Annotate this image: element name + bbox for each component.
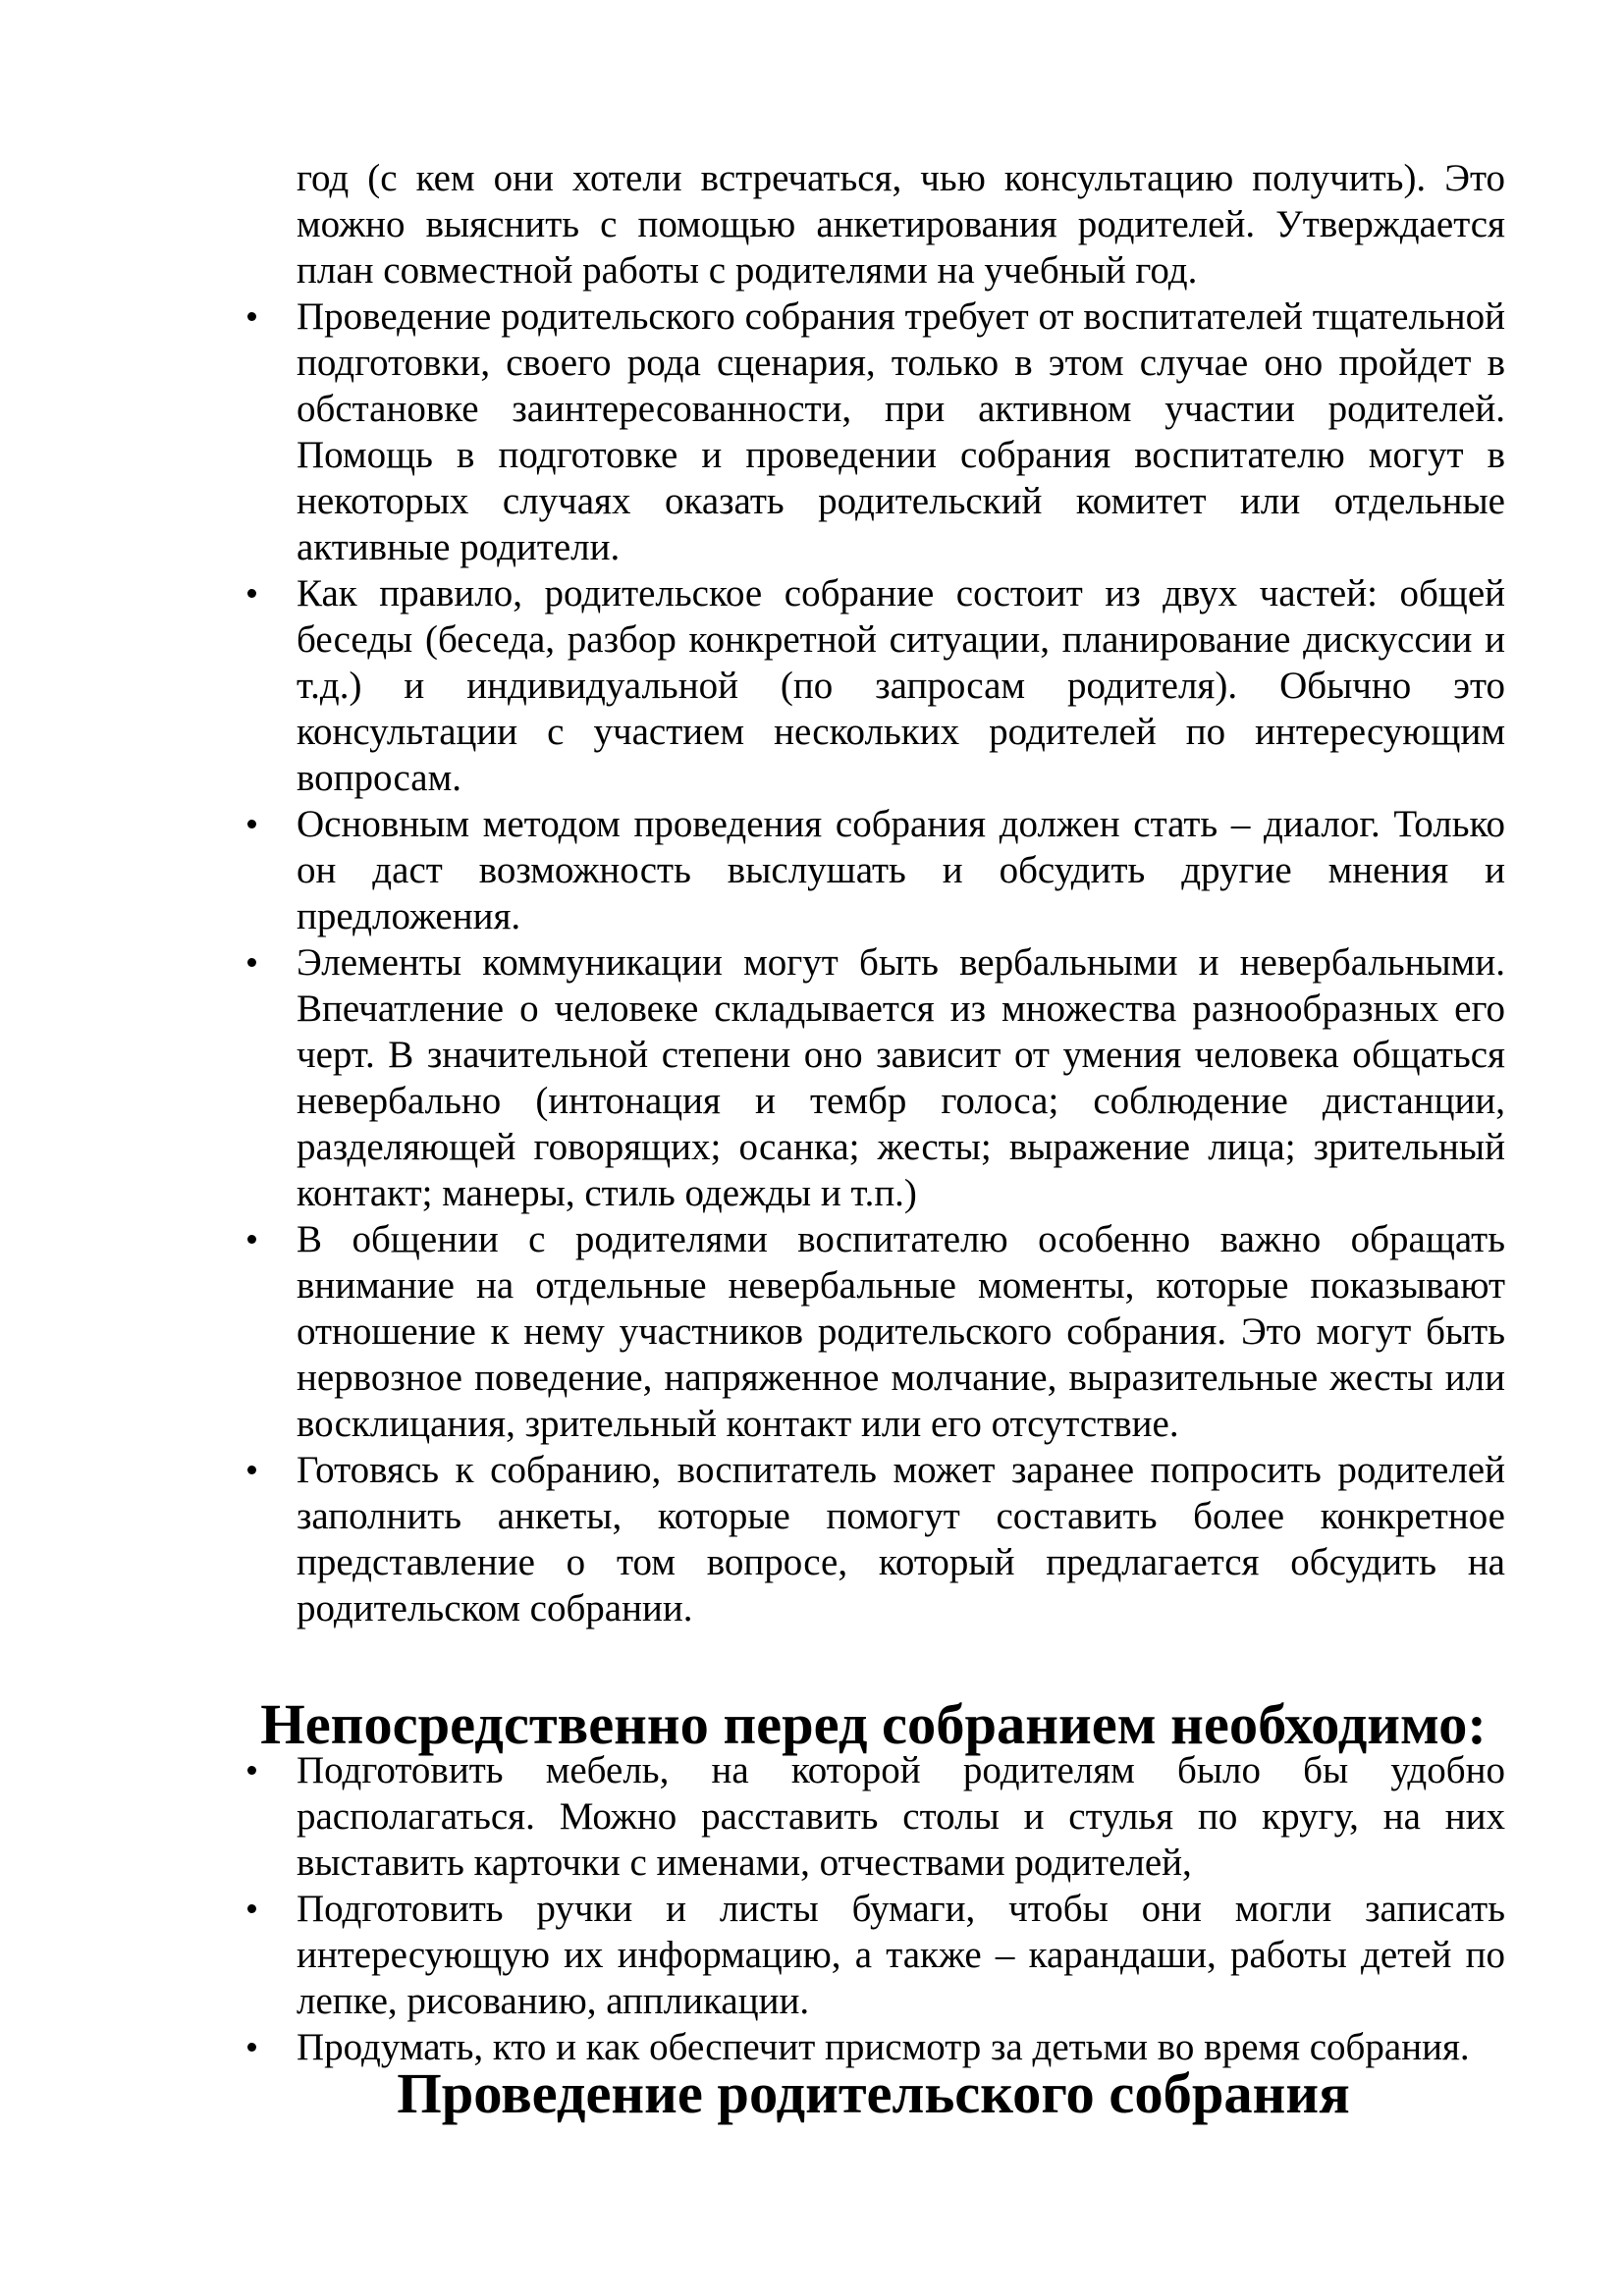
list-item (242, 1886, 1505, 2024)
list-item (242, 294, 1505, 570)
list-item (242, 2024, 1505, 2070)
list-item-text: Подготовить мебель, на которой родителям было бы удобно располагаться. Можно расставить столы и стулья по кругу, на них выставить карточки с именами, отчествами родителей, (297, 1749, 1505, 1884)
section-heading: Непосредственно перед собранием необходимо: (260, 1692, 1487, 1756)
continuation-paragraph: год (с кем они хотели встречаться, чью консультацию получить). Это можно выяснить с помощью анкетирования родителей. Утверждается план совместной работы с родителями на учебный год. (297, 157, 1505, 292)
list-item-text: Готовясь к собранию, воспитатель может заранее попросить родителей заполнить анкеты, которые помогут составить более конкретное представление о том вопросе, который предлагается обсудить на родительском собрании. (297, 1449, 1505, 1629)
bullet-icon (247, 1886, 267, 1932)
list-item-text: Как правило, родительское собрание состоит из двух частей: общей беседы (беседа, разбор конкретной ситуации, планирование дискуссии и т.д.) и индивидуальной (по запросам родителя). Обычно это консультации с участием нескольких родителей по интересующим вопросам. (297, 572, 1505, 799)
list-item (242, 1216, 1505, 1447)
list-item-text: Проведение родительского собрания требует от воспитателей тщательной подготовки, своего рода сценария, только в этом случае оно пройдет в обстановке заинтересованности, при активном участии родителей. Помощь в подготовке и проведении собрания воспитателю могут в некоторых случаях оказать родительский комитет или отдельные активные родители. (297, 295, 1505, 568)
list-item (242, 1747, 1505, 1886)
bullet-icon (247, 570, 267, 616)
list-item (242, 801, 1505, 939)
list-item-text: Подготовить ручки и листы бумаги, чтобы они могли записать интересующую их информацию, а также – карандаши, работы детей по лепке, рисованию, аппликации. (297, 1888, 1505, 2022)
bullet-icon (247, 801, 267, 847)
bullet-list-preparation (242, 294, 1505, 1631)
list-item-text: Элементы коммуникации могут быть вербальными и невербальными. Впечатление о человеке складывается из множества разнообразных его черт. В значительной степени оно зависит от умения человека общаться невербально (интонация и тембр голоса; соблюдение дистанции, разделяющей говорящих; осанка; жесты; выражение лица; зрительный контакт; манеры, стиль одежды и т.п.) (297, 941, 1505, 1214)
next-section-heading: Проведение родительского собрания (397, 2061, 1350, 2125)
bullet-list-before-meeting (242, 1747, 1505, 2070)
bullet-icon (247, 294, 267, 340)
list-item-text: Продумать, кто и как обеспечит присмотр за детьми во время собрания. (297, 2026, 1470, 2068)
bullet-icon (247, 1447, 267, 1493)
list-item (242, 1447, 1505, 1631)
list-item (242, 939, 1505, 1216)
bullet-icon (247, 939, 267, 986)
section-preparation-notes (242, 155, 1505, 1631)
list-item (242, 570, 1505, 801)
list-item-text: В общении с родителями воспитателю особенно важно обращать внимание на отдельные невербальные моменты, которые показывают отношение к нему участников родительского собрания. Это могут быть нервозное поведение, напряженное молчание, выразительные жесты или восклицания, зрительный контакт или его отсутствие. (297, 1218, 1505, 1445)
bullet-icon (247, 1216, 267, 1262)
bullet-icon (247, 1747, 267, 1793)
list-item-text: Основным методом проведения собрания должен стать – диалог. Только он даст возможность выслушать и обсудить другие мнения и предложения. (297, 803, 1505, 937)
section-before-meeting (242, 1692, 1505, 2125)
bullet-icon (247, 2024, 267, 2070)
